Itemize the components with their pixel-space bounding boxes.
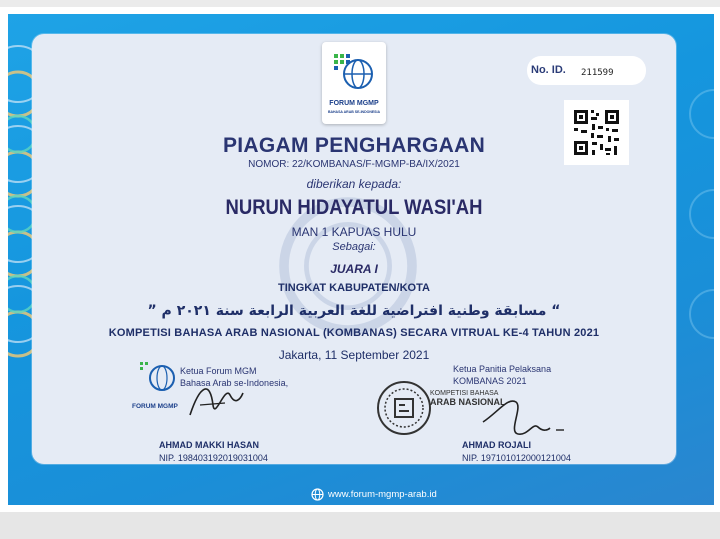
left-signatory-name: AHMAD MAKKI HASAN [159,440,259,450]
stamp-line2: ARAB NASIONAL [430,397,506,407]
globe-icon [311,488,324,501]
competition-name: KOMPETISI BAHASA ARAB NASIONAL (KOMBANAS) SECARA VITRUAL KE-4 TAHUN 2021 [108,327,600,339]
certificate-number: NOMOR: 22/KOMBANAS/F-MGMP-BA/IX/2021 [248,159,460,170]
left-signature [185,375,245,425]
given-to-label: diberikan kepada: [306,177,402,191]
left-signatory-nip: NIP. 198403192019031004 [159,453,268,463]
logo-title: FORUM MGMP [329,100,379,107]
kombanas-stamp-icon [376,380,432,436]
bottom-strip [0,512,720,539]
left-title-line1: Ketua Forum MGM [180,366,257,376]
place-date: Jakarta, 11 September 2021 [278,348,430,362]
forum-mgmp-logo [322,42,386,124]
right-signatory-nip: NIP. 197101012000121004 [462,453,571,463]
left-title-line2: Bahasa Arab se-Indonesia, [180,378,289,388]
arabic-competition-title: “ مسابقة وطنية افتراضية للغة العربية الرابعة سنة ٢٠٢١ م ” [147,303,561,319]
right-signatory-title [453,363,551,387]
stamp-line1: KOMPETISI BAHASA [430,390,499,397]
award-title: JUARA I [330,262,378,276]
id-badge [527,56,646,85]
right-signature [478,392,568,442]
id-value: 211599 [581,68,614,78]
certificate-title: PIAGAM PENGHARGAAN [222,134,486,157]
award-level: TINGKAT KABUPATEN/KOTA [278,282,430,294]
right-signatory-name: AHMAD ROJALI [462,440,531,450]
recipient-name: NURUN HIDAYATUL WASI'AH [225,196,483,219]
recipient-school: MAN 1 KAPUAS HULU [291,225,417,239]
top-strip [0,0,720,7]
footer-website-link[interactable]: www.forum-mgmp-arab.id [328,489,437,500]
as-label: Sebagai: [332,241,376,253]
right-ornament [674,14,714,505]
globe-logo-icon [330,48,378,92]
left-logo-text: FORUM MGMP [132,403,178,410]
id-label: No. ID. [531,64,566,76]
logo-subtitle: BAHASA ARAB SE-INDONESIA [327,110,381,114]
right-title-line1: Ketua Panitia Pelaksana [453,364,552,374]
right-title-line2: KOMBANAS 2021 [453,376,527,386]
